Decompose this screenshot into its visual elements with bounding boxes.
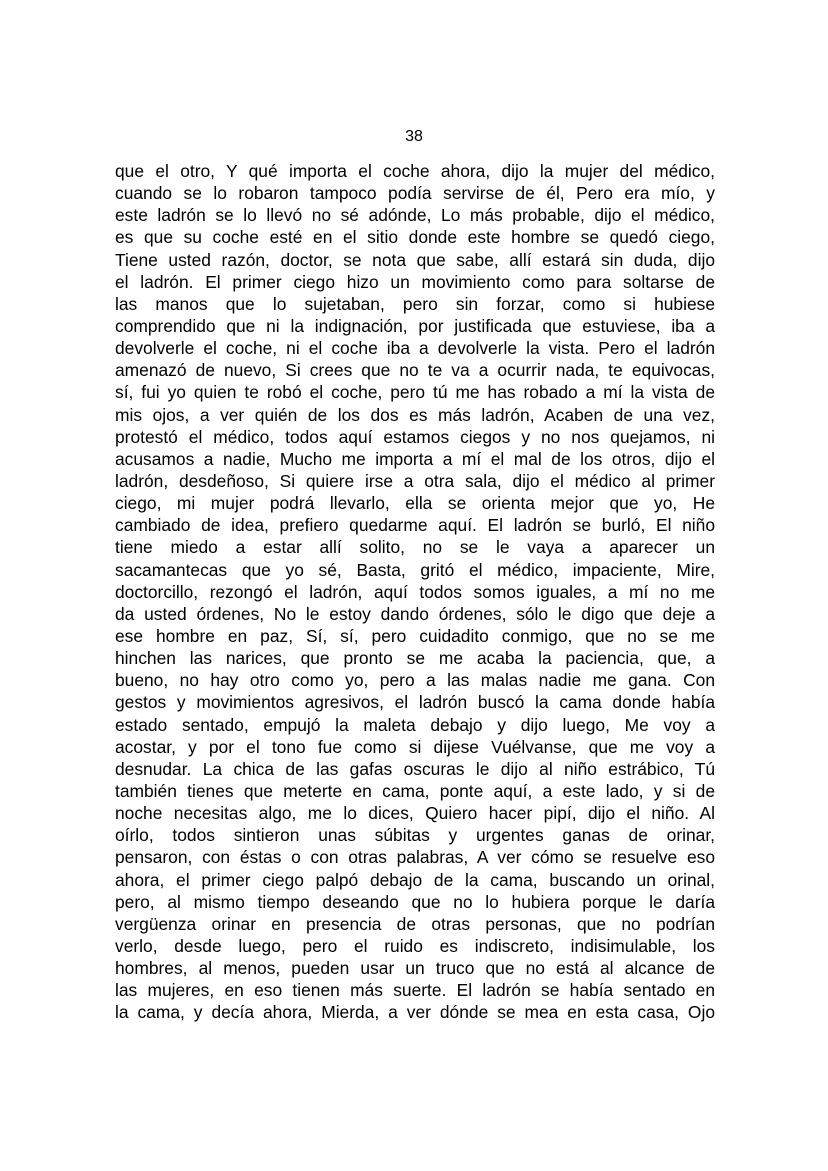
text-line: pero, al mismo tiempo deseando que no lo hubiera porque le daría: [115, 891, 715, 912]
text-line: mis ojos, a ver quién de los dos es más ladrón, Acaben de una vez,: [115, 404, 715, 425]
text-line: doctorcillo, rezongó el ladrón, aquí todos somos iguales, a mí no me: [115, 581, 715, 602]
text-line: noche necesitas algo, me lo dices, Quiero hacer pipí, dijo el niño. Al: [115, 803, 715, 824]
text-line: gestos y movimientos agresivos, el ladrón buscó la cama donde había: [115, 692, 715, 713]
text-line: las manos que lo sujetaban, pero sin forzar, como si hubiese: [115, 293, 715, 314]
text-line: ese hombre en paz, Sí, sí, pero cuidadito conmigo, que no se me: [115, 625, 715, 646]
text-line: hombres, al menos, pueden usar un truco que no está al alcance de: [115, 958, 715, 979]
text-line: vergüenza orinar en presencia de otras personas, que no podrían: [115, 913, 715, 934]
text-line: ciego, mi mujer podrá llevarlo, ella se orienta mejor que yo, He: [115, 493, 715, 514]
text-line: tiene miedo a estar allí solito, no se le vaya a aparecer un: [115, 537, 715, 558]
text-line: cambiado de idea, prefiero quedarme aquí. El ladrón se burló, El niño: [115, 515, 715, 536]
text-line: estado sentado, empujó la maleta debajo y dijo luego, Me voy a: [115, 714, 715, 735]
text-line: devolverle el coche, ni el coche iba a devolverle la vista. Pero el ladrón: [115, 338, 715, 359]
text-line: ladrón, desdeñoso, Si quiere irse a otra sala, dijo el médico al primer: [115, 470, 715, 491]
text-line: es que su coche esté en el sitio donde este hombre se quedó ciego,: [115, 227, 715, 248]
text-line: comprendido que ni la indignación, por justificada que estuviese, iba a: [115, 315, 715, 336]
text-line: bueno, no hay otro como yo, pero a las malas nadie me gana. Con: [115, 670, 715, 691]
text-line: acusamos a nadie, Mucho me importa a mí el mal de los otros, dijo el: [115, 448, 715, 469]
text-line: la cama, y decía ahora, Mierda, a ver dónde se mea en esta casa, Ojo: [115, 1002, 715, 1023]
text-line: las mujeres, en eso tienen más suerte. El ladrón se había sentado en: [115, 980, 715, 1001]
text-line: que el otro, Y qué importa el coche ahora, dijo la mujer del médico,: [115, 161, 715, 181]
page-number: 38: [405, 128, 423, 145]
text-line: da usted órdenes, No le estoy dando órdenes, sólo le digo que deje a: [115, 603, 715, 624]
text-line: protestó el médico, todos aquí estamos ciegos y no nos quejamos, ni: [115, 426, 715, 447]
text-line: Tiene usted razón, doctor, se nota que sabe, allí estará sin duda, dijo: [115, 249, 715, 270]
text-line: sí, fui yo quien te robó el coche, pero tú me has robado a mí la vista de: [115, 382, 715, 403]
text-line: este ladrón se lo llevó no sé adónde, Lo más probable, dijo el médico,: [115, 205, 715, 226]
text-line: ahora, el primer ciego palpó debajo de la cama, buscando un orinal,: [115, 869, 715, 890]
text-line: pensaron, con éstas o con otras palabras, A ver cómo se resuelve eso: [115, 847, 715, 868]
text-line: sacamantecas que yo sé, Basta, gritó el médico, impaciente, Mire,: [115, 559, 715, 580]
text-line: hinchen las narices, que pronto se me acaba la paciencia, que, a: [115, 648, 715, 669]
text-line: cuando se lo robaron tampoco podía servirse de él, Pero era mío, y: [115, 183, 715, 204]
text-line: acostar, y por el tono fue como si dijese Vuélvanse, que me voy a: [115, 736, 715, 757]
text-line: verlo, desde luego, pero el ruido es indiscreto, indisimulable, los: [115, 935, 715, 956]
text-line: desnudar. La chica de las gafas oscuras le dijo al niño estrábico, Tú: [115, 758, 715, 779]
body-paragraph: [115, 160, 715, 1023]
text-line: amenazó de nuevo, Si crees que no te va a ocurrir nada, te equivocas,: [115, 360, 715, 381]
text-line: el ladrón. El primer ciego hizo un movimiento como para soltarse de: [115, 271, 715, 292]
text-line: oírlo, todos sintieron unas súbitas y urgentes ganas de orinar,: [115, 825, 715, 846]
text-line: también tienes que meterte en cama, ponte aquí, a este lado, y si de: [115, 780, 715, 801]
